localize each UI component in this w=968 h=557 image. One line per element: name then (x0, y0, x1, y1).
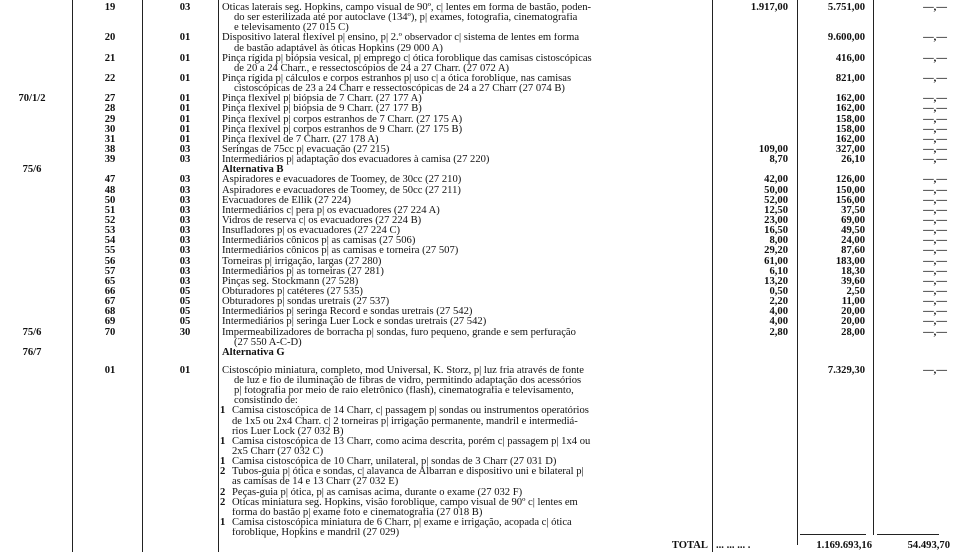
item-number: 47 (104, 174, 116, 186)
item-description: Aspiradores e evacuadores de Toomey, de 30cc (27 210) (222, 175, 462, 186)
component-description: Óticas miniatura seg. Hopkins, visão foroblique, campo visual de 90º c| lentes em (232, 497, 578, 508)
item-description: consistindo de: (234, 396, 298, 407)
table-row (0, 115, 968, 125)
line-total: 28,00 (841, 326, 865, 338)
blank-mark: —,— (923, 214, 947, 226)
table-row (0, 74, 968, 94)
row-line (0, 467, 968, 477)
unit-price: 4,00 (769, 316, 788, 328)
row-line (0, 115, 968, 125)
item-number: 51 (104, 204, 116, 216)
table-row (0, 145, 968, 155)
item-number: 57 (104, 265, 116, 277)
quantity: 01 (179, 32, 191, 44)
item-description: de luz e fio de iluminação de fibras de vidro, permitindo adaptação dos acessórios (234, 376, 582, 387)
ref-code: 75/6 (22, 326, 42, 338)
quantity: 01 (179, 123, 191, 135)
quantity: 03 (179, 225, 191, 237)
row-line (0, 508, 968, 518)
unit-price: 4,00 (769, 306, 788, 318)
item-description: Intermediários p| seringa Record e sondas uretrais (27 542) (222, 307, 473, 318)
table-row (0, 33, 968, 53)
item-number: 52 (104, 214, 116, 226)
row-line (0, 457, 968, 467)
row-line (0, 488, 968, 498)
item-number: 28 (104, 103, 116, 115)
row-line (0, 186, 968, 196)
row-line (0, 376, 968, 386)
item-description: cistoscópicas de 23 a 24 Charr e ressectoscópicas de 24 a 27 Charr (27 074 B) (234, 84, 565, 95)
row-line (0, 135, 968, 145)
line-total: 162,00 (835, 133, 865, 145)
blank-mark: —,— (923, 316, 947, 328)
item-description: Pinça flexível p| corpos estranhos de 7 Charr. (27 175 A) (222, 114, 463, 125)
table-row (0, 307, 968, 317)
row-line (0, 44, 968, 54)
table-row (0, 186, 968, 196)
row-line (0, 104, 968, 114)
line-total: 162,00 (835, 103, 865, 115)
item-description: de bastão adaptável às óticas Hopkins (29 000 A) (234, 43, 443, 54)
row-line (0, 277, 968, 287)
row-line (0, 226, 968, 236)
component-row (0, 457, 968, 467)
quantity: 01 (179, 93, 191, 105)
row-line (0, 94, 968, 104)
blank-mark: —,— (923, 255, 947, 267)
item-number: 01 (104, 364, 116, 376)
unit-price: 42,00 (764, 174, 788, 186)
item-description: Dispositivo lateral flexível p| ensino, p| 2.º observador c| sistema de lentes em forma (222, 33, 580, 44)
item-description: Insufladores p| os evacuadores (27 224 C) (222, 226, 401, 237)
row-line (0, 216, 968, 226)
table-row (0, 236, 968, 246)
item-number: 21 (104, 52, 116, 64)
row-line (0, 165, 968, 175)
row-line (0, 366, 968, 376)
line-total: 183,00 (835, 255, 865, 267)
unit-price: 50,00 (764, 184, 788, 196)
row-line (0, 23, 968, 33)
line-total: 2,50 (846, 285, 865, 297)
blank-mark: —,— (923, 194, 947, 206)
blank-mark: —,— (923, 296, 947, 308)
item-description: Pinça rígida p| biópsia vesical, p| emprego c| ótica foroblique das camisas cistoscópicas (222, 53, 592, 64)
line-total: 26,10 (841, 154, 865, 166)
quantity: 03 (179, 265, 191, 277)
item-description: Alternativa B (222, 165, 284, 176)
unit-price: 2,80 (769, 326, 788, 338)
component-description: as camisas de 14 e 13 Charr (27 032 E) (232, 477, 399, 488)
unit-price: 8,70 (769, 154, 788, 166)
table-row (0, 104, 968, 114)
quantity: 01 (179, 113, 191, 125)
table-row (0, 297, 968, 307)
ref-code: 76/7 (22, 346, 42, 358)
item-number: 67 (104, 296, 116, 308)
total-leader-dots: ... ... ... . (716, 540, 751, 551)
blank-mark: —,— (923, 143, 947, 155)
blank-mark: —,— (923, 32, 947, 44)
table-row (0, 287, 968, 297)
row-line (0, 307, 968, 317)
item-description: Pinça flexível p| biópsia de 7 Charr. (27 177 A) (222, 94, 422, 105)
unit-price: 109,00 (758, 143, 788, 155)
row-line (0, 518, 968, 528)
line-total: 49,50 (841, 225, 865, 237)
blank-mark: —,— (923, 123, 947, 135)
item-description: p| fotografia por meio de raio eletrônico (flash), cinematografia e televisamento, (234, 386, 574, 397)
row-line (0, 125, 968, 135)
table-row (0, 206, 968, 216)
component-quantity: 1 (220, 517, 226, 529)
row-line (0, 498, 968, 508)
item-description: (27 550 A-C-D) (234, 337, 302, 348)
table-row (0, 165, 968, 175)
row-line (0, 437, 968, 447)
table-row (0, 317, 968, 327)
component-quantity: 2 (220, 486, 226, 498)
item-number: 55 (104, 245, 116, 257)
blank-mark: —,— (923, 2, 947, 13)
item-number: 38 (104, 143, 116, 155)
quantity: 01 (179, 103, 191, 115)
blank-mark: —,— (923, 225, 947, 237)
unit-price: 29,20 (764, 245, 788, 257)
total-row (0, 540, 968, 552)
component-quantity: 2 (220, 496, 226, 508)
component-description: Camisa cistoscópica de 13 Charr, como acima descrita, porém c| passagem p| 1x4 ou (232, 436, 591, 447)
item-number: 66 (104, 285, 116, 297)
table-row (0, 125, 968, 135)
item-description: Impermeabilizadores de borracha p| sondas, furo pequeno, grande e sem perfuração (222, 327, 576, 338)
quantity: 03 (179, 275, 191, 287)
line-total: 18,30 (841, 265, 865, 277)
row-line (0, 246, 968, 256)
blank-mark: —,— (923, 265, 947, 277)
item-number: 65 (104, 275, 116, 287)
item-number: 48 (104, 184, 116, 196)
blank-mark: —,— (923, 174, 947, 186)
blank-mark: —,— (923, 72, 947, 84)
row-line (0, 328, 968, 338)
line-total: 156,00 (835, 194, 865, 206)
item-description: Pinças seg. Stockmann (27 528) (222, 276, 359, 287)
item-number: 50 (104, 194, 116, 206)
row-line (0, 145, 968, 155)
item-description: Obturadores p| catéteres (27 535) (222, 286, 363, 297)
component-row (0, 437, 968, 457)
line-total: 37,50 (841, 204, 865, 216)
line-total: 20,00 (841, 316, 865, 328)
table-row (0, 277, 968, 287)
item-number: 68 (104, 306, 116, 318)
row-line (0, 84, 968, 94)
item-description: Óticas laterais seg. Hopkins, campo visual de 90º, c| lentes em forma de bastão, poden- (222, 3, 592, 13)
line-total: 87,60 (841, 245, 865, 257)
total-rule-2 (877, 534, 939, 535)
table-row (0, 366, 968, 407)
item-number: 31 (104, 133, 116, 145)
line-total: 327,00 (835, 143, 865, 155)
item-number: 69 (104, 316, 116, 328)
blank-mark: —,— (923, 275, 947, 287)
component-row (0, 498, 968, 518)
component-description: 2x5 Charr (27 032 C) (232, 447, 324, 458)
component-description: Tubos-guia p| ótica e sondas, c| alavanca de Albarran e dispositivo uni e bilateral p| (232, 467, 584, 478)
blank-mark: —,— (923, 245, 947, 257)
component-description: Camisa cistoscópica miniatura de 6 Charr, p| exame e irrigação, acopada c| ótica (232, 518, 572, 529)
unit-price: 16,50 (764, 225, 788, 237)
component-quantity: 1 (220, 435, 226, 447)
item-number: 20 (104, 32, 116, 44)
unit-price: 6,10 (769, 265, 788, 277)
row-line (0, 257, 968, 267)
line-total: 7.329,30 (827, 364, 865, 376)
quantity: 30 (179, 326, 191, 338)
total-label: TOTAL (671, 540, 708, 551)
quantity: 03 (179, 2, 191, 13)
item-description: do ser esterilizada até por autoclave (134º), p| exames, fotografia, cinematografia (234, 13, 578, 24)
quantity: 03 (179, 204, 191, 216)
component-row (0, 467, 968, 487)
blank-mark: —,— (923, 285, 947, 297)
blank-mark: —,— (923, 103, 947, 115)
item-number: 70 (104, 326, 116, 338)
component-quantity: 2 (220, 466, 226, 478)
table-row (0, 246, 968, 256)
component-description: rios Luer Lock (27 032 B) (232, 426, 344, 437)
line-total: 150,00 (835, 184, 865, 196)
total-rule-1 (800, 534, 866, 535)
item-description: Pinça rígida p| cálculos e corpos estranhos p| uso c| a ótica foroblique, nas camisas (222, 73, 572, 84)
quantity: 01 (179, 52, 191, 64)
quantity: 01 (179, 133, 191, 145)
quantity: 03 (179, 143, 191, 155)
row-line (0, 396, 968, 406)
blank-mark: —,— (923, 364, 947, 376)
row-line (0, 287, 968, 297)
quantity: 05 (179, 316, 191, 328)
row-line (0, 417, 968, 427)
table-row (0, 135, 968, 145)
blank-mark: —,— (923, 133, 947, 145)
item-number: 19 (104, 2, 116, 13)
line-total: 5.751,00 (827, 2, 865, 13)
item-number: 30 (104, 123, 116, 135)
row-line (0, 427, 968, 437)
row-line (0, 386, 968, 396)
line-total: 158,00 (835, 123, 865, 135)
component-quantity: 1 (220, 405, 226, 417)
component-description: Camisa cistoscópica de 10 Charr, unilateral, p| sondas de 3 Charr (27 031 D) (232, 457, 557, 468)
quantity: 03 (179, 194, 191, 206)
item-description: Alternativa G (222, 347, 285, 358)
item-description: Vidros de reserva c| os evacuadores (27 224 B) (222, 215, 422, 226)
item-description: Cistoscópio miniatura, completo, mod Universal, K. Storz, p| luz fria através de fonte (222, 365, 584, 376)
row-line (0, 406, 968, 416)
blank-mark: —,— (923, 93, 947, 105)
item-description: Intermediários p| seringa Luer Lock e sondas uretrais (27 542) (222, 317, 487, 328)
item-number: 54 (104, 235, 116, 247)
table-row (0, 196, 968, 206)
item-description: Pinça flexível p| biópsia de 9 Charr. (27 177 B) (222, 104, 422, 115)
item-description: Torneiras p| irrigação, largas (27 280) (222, 256, 382, 267)
item-description: Intermediários cônicos p| as camisas (27 506) (222, 236, 416, 247)
line-total: 9.600,00 (827, 32, 865, 44)
item-number: 39 (104, 154, 116, 166)
component-row (0, 406, 968, 436)
line-total: 20,00 (841, 306, 865, 318)
component-description: forma do bastão p| exame foto e cinematografia (27 018 B) (232, 507, 483, 518)
unit-price: 61,00 (764, 255, 788, 267)
quantity: 05 (179, 306, 191, 318)
unit-price: 13,20 (764, 275, 788, 287)
line-total: 821,00 (835, 72, 865, 84)
row-line (0, 3, 968, 13)
component-description: Camisa cistoscópica de 14 Charr, c| passagem p| sondas ou instrumentos operatórios (232, 406, 589, 417)
quantity: 03 (179, 184, 191, 196)
blank-mark: —,— (923, 204, 947, 216)
items-table (0, 3, 968, 538)
table-row (0, 175, 968, 185)
item-description: e televisamento (27 015 C) (234, 23, 349, 34)
component-description: foroblique, Hopkins e mandril (27 029) (232, 528, 400, 539)
row-line (0, 155, 968, 165)
quantity: 03 (179, 255, 191, 267)
item-description: Evacuadores de Ellik (27 224) (222, 195, 351, 206)
item-number: 22 (104, 72, 116, 84)
blank-mark: —,— (923, 326, 947, 338)
line-total: 11,00 (841, 296, 865, 308)
table-row (0, 328, 968, 348)
table-row (0, 348, 968, 358)
quantity: 05 (179, 285, 191, 297)
line-total: 162,00 (835, 93, 865, 105)
row-line (0, 236, 968, 246)
row-line (0, 196, 968, 206)
line-total: 69,00 (841, 214, 865, 226)
total-sum: 54.493,70 (907, 540, 950, 551)
quantity: 05 (179, 296, 191, 308)
unit-price: 0,50 (769, 285, 788, 297)
row-line (0, 297, 968, 307)
ref-code: 75/6 (22, 164, 42, 176)
blank-mark: —,— (923, 113, 947, 125)
row-line (0, 74, 968, 84)
unit-price: 12,50 (764, 204, 788, 216)
blank-mark: —,— (923, 52, 947, 64)
unit-price: 8,00 (769, 235, 788, 247)
ref-code: 70/1/2 (18, 93, 46, 105)
table-row (0, 257, 968, 267)
item-description: Pinça flexível de 7 Charr. (27 178 A) (222, 134, 379, 145)
line-total: 126,00 (835, 174, 865, 186)
item-description: Intermediários cônicos p| as camisas e torneira (27 507) (222, 246, 459, 257)
unit-price: 1.917,00 (750, 2, 788, 13)
line-total: 24,00 (841, 235, 865, 247)
item-description: Pinça flexível p| corpos estranhos de 9 Charr. (27 175 B) (222, 124, 463, 135)
row-line (0, 317, 968, 327)
quantity: 01 (179, 364, 191, 376)
quantity: 03 (179, 245, 191, 257)
component-description: Peças-guia p| ótica, p| as camisas acima, durante o exame (27 032 F) (232, 487, 523, 498)
component-quantity: 1 (220, 456, 226, 468)
line-total: 158,00 (835, 113, 865, 125)
item-description: de 20 a 24 Charr., e ressectoscópios de 24 a 27 Charr. (27 072 A) (234, 63, 510, 74)
item-description: Intermediários p| adaptação dos evacuadores à camisa (27 220) (222, 155, 490, 166)
row-line (0, 54, 968, 64)
table-row (0, 3, 968, 33)
item-description: Aspiradores e evacuadores de Toomey, de 50cc (27 211) (222, 185, 461, 196)
table-row (0, 54, 968, 74)
row-line (0, 206, 968, 216)
quantity: 03 (179, 154, 191, 166)
row-line (0, 13, 968, 23)
quantity: 01 (179, 72, 191, 84)
row-line (0, 64, 968, 74)
table-row (0, 216, 968, 226)
item-number: 27 (104, 93, 116, 105)
line-total: 39,60 (841, 275, 865, 287)
blank-mark: —,— (923, 235, 947, 247)
line-total: 416,00 (835, 52, 865, 64)
unit-price: 2,20 (769, 296, 788, 308)
item-number: 56 (104, 255, 116, 267)
blank-mark: —,— (923, 184, 947, 196)
item-number: 53 (104, 225, 116, 237)
quantity: 03 (179, 214, 191, 226)
item-description: Intermediários p| as torneiras (27 281) (222, 266, 384, 277)
total-unit-sum: 1.169.693,16 (816, 540, 872, 551)
row-line (0, 348, 968, 358)
table-row (0, 267, 968, 277)
table-row (0, 226, 968, 236)
item-description: Intermediários c| pera p| os evacuadores (27 224 A) (222, 205, 440, 216)
row-line (0, 477, 968, 487)
blank-mark: —,— (923, 154, 947, 166)
item-description: Seringas de 75cc p| evacuação (27 215) (222, 144, 390, 155)
item-description: Obturadores p| sondas uretrais (27 537) (222, 297, 390, 308)
unit-price: 23,00 (764, 214, 788, 226)
component-description: de 1x5 ou 2x4 Charr. c| 2 torneiras p| irrigação permanente, mandril e intermediá- (232, 416, 578, 427)
table-row (0, 155, 968, 165)
row-line (0, 33, 968, 43)
row-line (0, 175, 968, 185)
unit-price: 52,00 (764, 194, 788, 206)
component-row (0, 488, 968, 498)
blank-mark: —,— (923, 306, 947, 318)
table-row (0, 94, 968, 104)
item-number: 29 (104, 113, 116, 125)
row-line (0, 338, 968, 348)
quantity: 03 (179, 235, 191, 247)
row-line (0, 267, 968, 277)
row-line (0, 447, 968, 457)
quantity: 03 (179, 174, 191, 186)
